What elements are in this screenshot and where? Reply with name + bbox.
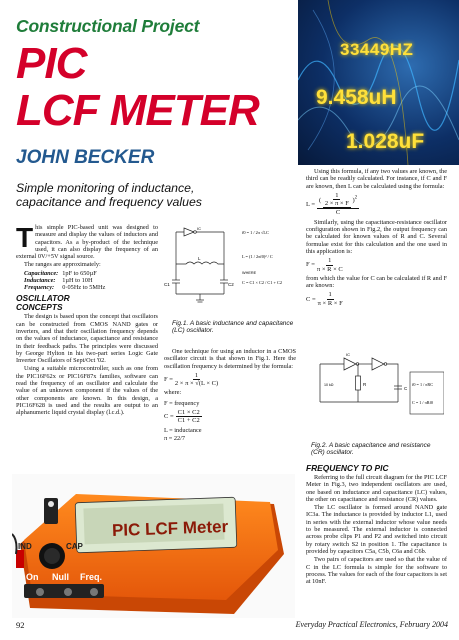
freq-para-3: Two pairs of capacitors are used so that the value of C in the LC formula is simple for the software to process. The values for each of the four capacitors is set at 10nF. xyxy=(306,556,447,586)
fig1-c1-label: C1 xyxy=(164,282,170,287)
oscillator-heading xyxy=(16,294,158,312)
spec-table xyxy=(24,270,109,292)
spec-value: 1µH to 10H xyxy=(62,276,93,284)
formula-num: 1 xyxy=(194,371,199,379)
formula-fraction xyxy=(317,257,343,273)
fig1-caption: Fig.1. A basic inductance and capacitance (LC) oscillator. xyxy=(172,320,294,335)
panel-label-cap: CAP xyxy=(66,542,83,551)
spec-label: Frequency: xyxy=(24,284,55,292)
display-line-1: 33449HZ xyxy=(340,40,414,59)
formula-num: 1 xyxy=(328,257,332,265)
formula-inner-fraction xyxy=(323,192,351,209)
left-column xyxy=(16,224,158,418)
formula-fraction xyxy=(175,372,218,388)
ranges-intro: The ranges are approximately: xyxy=(24,261,101,269)
title-lcf-meter: LCF METER xyxy=(16,86,259,135)
def-pi: π = 22/7 xyxy=(164,434,186,442)
display-line-3: 1.028uF xyxy=(346,130,425,153)
subtitle xyxy=(16,182,202,209)
formula-f-rc xyxy=(306,257,447,273)
middle-column xyxy=(164,348,296,443)
spec-label: Inductance: xyxy=(24,276,56,284)
formula-fraction xyxy=(318,291,343,307)
def-f: F = frequency xyxy=(164,399,200,407)
formula-den: C xyxy=(335,209,341,217)
intro-paragraph xyxy=(16,224,158,260)
formula-inner-den: 2 × π × F xyxy=(324,200,349,208)
formula-l xyxy=(306,192,447,217)
formula-den: 2 × π × √(L × C) xyxy=(174,380,219,388)
freq-para-2: The LC oscillator is formed around NAND gate IC3a. The inductance is provided by inductor L1, used in series with the external inductor whose value needs to be measured. The external inductor is connected across probe clips P1 and P2 and switched into circuit by rotary switch S2 in position 1. The capacitance is provided by capacitors C5a, C5b, C6a and C6b. xyxy=(306,504,447,555)
oscillator-heading-line-2: CONCEPTS xyxy=(16,302,63,313)
oscillator-para-1: The design is based upon the concept that oscillators can be constructed from CMOS NAND gates or inverters, and that their oscillation frequency depends on the values of inductance, capacitance and resistance in their feedback paths. The principles were discussed by George Hylton in his two-part series Logic Gate Inverter Oscillators of Sept/Oct '02. xyxy=(16,313,158,365)
fig1-diagram xyxy=(164,222,296,318)
fig1-eq-c: C = C1 × C2 / C1 + C2 xyxy=(242,280,282,285)
where-label: where: xyxy=(164,389,182,397)
formula-exponent: 2 xyxy=(354,195,358,201)
panel-label-ind: IND xyxy=(18,542,32,551)
fig1-c2-label: C2 xyxy=(228,282,234,287)
spec-row xyxy=(24,270,109,277)
fig2-eq-c: C = 1 / πRf0 xyxy=(412,400,433,405)
formula-num: C1 × C2 xyxy=(177,409,200,417)
right-column-top xyxy=(306,168,447,309)
formula-num: 1 xyxy=(328,291,332,299)
fig2-ic-label: IC xyxy=(346,352,350,357)
spec-value: 0·05Hz to 5MHz xyxy=(62,284,106,292)
display-line-2: 9.458uH xyxy=(316,86,397,109)
freq-section xyxy=(306,464,447,586)
fig2-diagram xyxy=(306,346,444,442)
freq-para-1: Referring to the full circuit diagram for the PIC LCF Meter in Fig.3, two independent oscillators are used, one based on inductance and capacitance (LC) values, the other on capacitance and resistance (CR) values. xyxy=(306,474,447,503)
display-photo xyxy=(298,0,459,165)
fig2-circuit xyxy=(306,346,444,442)
formula-lhs: C = xyxy=(306,295,316,303)
fig1-circuit xyxy=(164,222,296,318)
formula-inner-num: 1 xyxy=(335,191,339,199)
formula-lhs: F = xyxy=(164,376,173,384)
oscillator-para-2: Using a suitable microcontroller, such as one from the PIC16F62x or PIC16F87x families, software can read the frequency of an oscillator and calculate the value of an unknown component if the values of the other components are known. In this design, a PIC16F628 is used and the results are output to an alphanumeric liquid crystal display (l.c.d.). xyxy=(16,365,158,417)
fig2-eq-f: f0 = 1 / πRC xyxy=(412,382,433,387)
spec-row xyxy=(24,284,109,291)
fig1-eq-l: L = (1 / 2πf0)² / C xyxy=(242,254,273,259)
spec-row xyxy=(24,277,109,284)
magazine-footer: Everyday Practical Electronics, February 2004 xyxy=(295,620,448,629)
subtitle-line-1: Simple monitoring of inductance, xyxy=(16,181,195,195)
formula-den: C1 + C2 xyxy=(177,417,200,425)
formula-num: ( $\frac{1}{2 \times \pi \times F}$ )$^2$ xyxy=(317,192,359,210)
author: JOHN BECKER xyxy=(16,147,155,168)
title-pic: PIC xyxy=(16,39,87,88)
def-l: L = inductance xyxy=(164,426,202,434)
fig1-l-label: L xyxy=(198,256,201,261)
formula-f-lc xyxy=(164,372,296,388)
page-number: 92 xyxy=(16,620,25,630)
formula-lhs: L = xyxy=(306,200,316,208)
panel-label-on: On xyxy=(26,572,39,582)
oscillator-heading-line-1: OSCILLATOR xyxy=(16,293,70,304)
fig1-ic-label: IC xyxy=(197,226,201,231)
intro-text: his simple PIC-based unit was designed to measure and display the values of inductors and capacitors. As a by-product of the technique used, it can also display the frequency of an external 0V/+5V signal source. xyxy=(16,224,158,261)
formula-fraction xyxy=(176,409,202,425)
product-photo xyxy=(12,474,295,618)
subtitle-line-2: capacitance and frequency values xyxy=(16,194,202,209)
formula-lhs: C = xyxy=(164,413,174,421)
meter-box xyxy=(12,474,295,618)
formula-den: π × R × F xyxy=(317,299,343,307)
right-para-3: from which the value for C can be calculated if R and F are known: xyxy=(306,274,447,290)
freq-heading: FREQUENCY TO PIC xyxy=(306,463,389,473)
spec-value: 1pF to 650µF xyxy=(62,269,97,277)
right-para-2: Similarly, using the capacitance-resistance oscillator configuration shown in Fig.2, the output frequency can be calculated for known values of R and C. Several formulae exist for this calculation and the one used in this application is: xyxy=(306,218,447,255)
formula-fraction xyxy=(317,192,359,217)
panel-label-freq: Freq. xyxy=(80,572,103,582)
formula-c-rc xyxy=(306,291,447,307)
fig2-r-value: 10 kΩ xyxy=(324,383,334,387)
spec-label: Capacitance: xyxy=(24,269,59,277)
fig2-caption: Fig.2. A basic capacitance and resistance (CR) oscillator. xyxy=(311,442,431,457)
panel-label-null: Null xyxy=(52,572,69,582)
fig2-r-label: R xyxy=(363,382,367,387)
formula-den: π × R × C xyxy=(316,265,343,273)
formula-c-series xyxy=(164,409,296,425)
middle-para: One technique for using an inductor in a CMOS oscillator circuit is that shown in Fig.1. Here the oscillation frequency is determined by the formula: xyxy=(164,348,296,370)
fig1-eq-f: f0 = 1 / 2π √LC xyxy=(242,230,269,235)
fig1-where: WHERE xyxy=(242,271,257,275)
right-para-1: Using this formula, if any two values are known, the third can be readily calculated. For instance, if C and F are known, then L can be calculated using the formula: xyxy=(306,168,447,190)
kicker: Constructional Project xyxy=(16,16,200,36)
drop-cap: T xyxy=(16,222,34,253)
panel-title: PIC LCF Meter xyxy=(111,516,229,541)
fig2-c-label: C xyxy=(404,386,408,391)
formula-lhs: F = xyxy=(306,261,315,269)
